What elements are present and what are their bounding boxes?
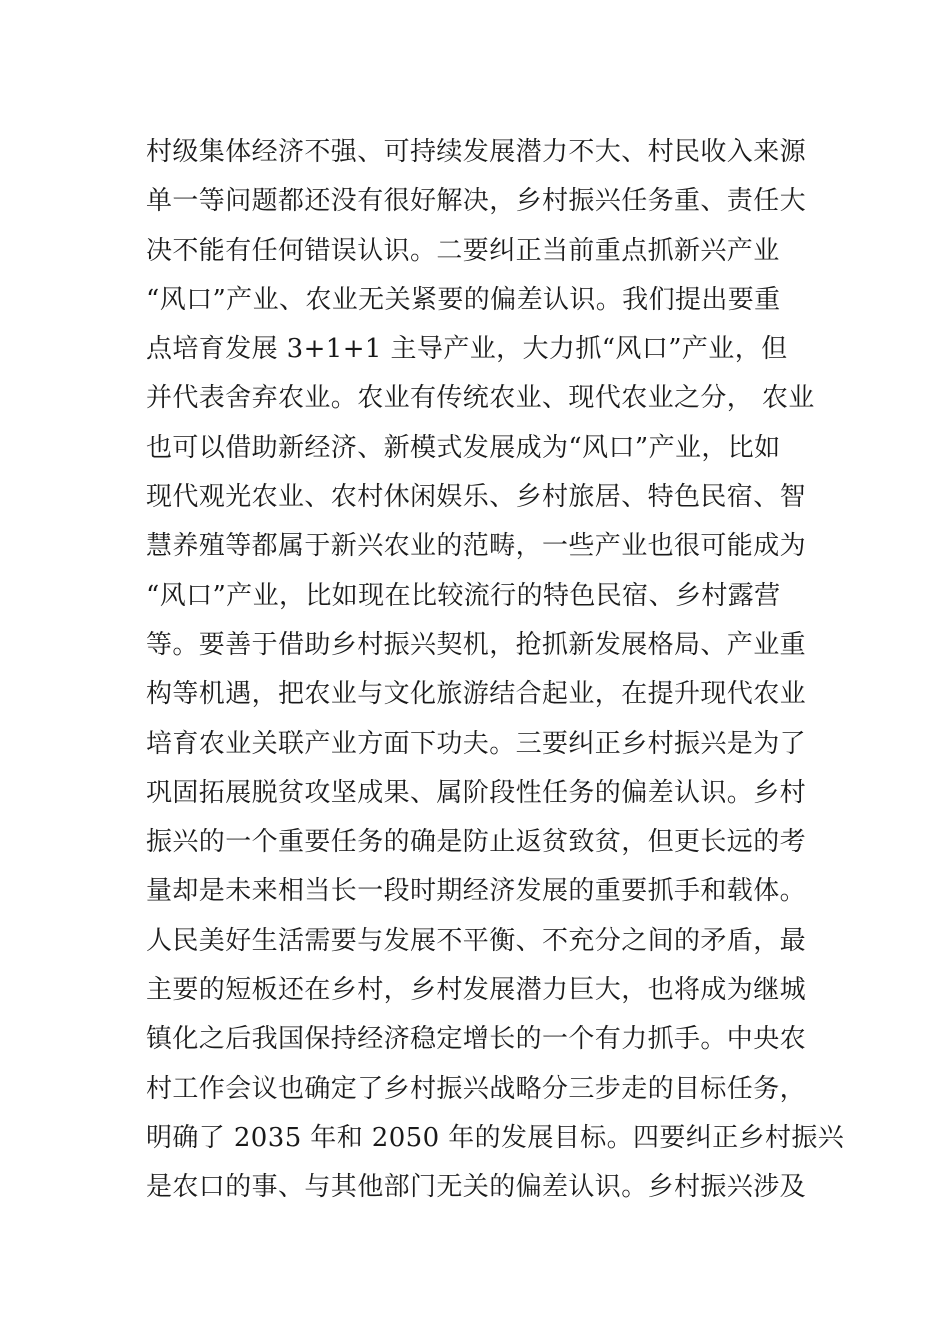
body-text (146, 128, 845, 1213)
text-line: 慧养殖等都属于新兴农业的范畴，一些产业也很可能成为 (146, 531, 807, 562)
text-line: “风口”产业、农业无关紧要的偏差认识。我们提出要重 (146, 284, 781, 315)
text-line: 决不能有任何错误认识。二要纠正当前重点抓新兴产业 (146, 235, 780, 266)
text-line: 也可以借助新经济、新模式发展成为“风口”产业，比如 (146, 432, 781, 463)
text-line: 村级集体经济不强、可持续发展潜力不大、村民收入来源 (146, 137, 807, 167)
text-line: 量却是未来相当长一段时期经济发展的重要抓手和载体。 (146, 876, 807, 907)
text-line: 培育农业关联产业方面下功夫。三要纠正乡村振兴是为了 (146, 728, 807, 759)
text-line: 村工作会议也确定了乡村振兴战略分三步走的目标任务， (146, 1073, 807, 1104)
text-line: 明确了 2035 年和 2050 年的发展目标。四要纠正乡村振兴 (146, 1122, 845, 1153)
text-line: 振兴的一个重要任务的确是防止返贫致贫，但更长远的考 (146, 827, 807, 858)
text-line: 构等机遇，把农业与文化旅游结合起业，在提升现代农业 (146, 679, 807, 710)
text-line: 等。要善于借助乡村振兴契机，抢抓新发展格局、产业重 (146, 629, 807, 660)
text-line: 是农口的事、与其他部门无关的偏差认识。乡村振兴涉及 (146, 1172, 807, 1203)
text-line: 人民美好生活需要与发展不平衡、不充分之间的矛盾，最 (146, 925, 807, 956)
text-line: 并代表舍弃农业。农业有传统农业、现代农业之分， 农业 (146, 383, 815, 414)
text-line: 主要的短板还在乡村，乡村发展潜力巨大，也将成为继城 (146, 975, 807, 1006)
text-line: 点培育发展 3+1+1 主导产业，大力抓“风口”产业，但 (146, 334, 788, 365)
text-line: 单一等问题都还没有很好解决，乡村振兴任务重、责任大 (146, 186, 807, 217)
text-line: 镇化之后我国保持经济稳定增长的一个有力抓手。中央农 (146, 1024, 807, 1055)
text-line: 现代观光农业、农村休闲娱乐、乡村旅居、特色民宿、智 (146, 482, 807, 513)
text-line: “风口”产业，比如现在比较流行的特色民宿、乡村露营 (146, 580, 781, 611)
text-line: 巩固拓展脱贫攻坚成果、属阶段性任务的偏差认识。乡村 (146, 777, 807, 808)
